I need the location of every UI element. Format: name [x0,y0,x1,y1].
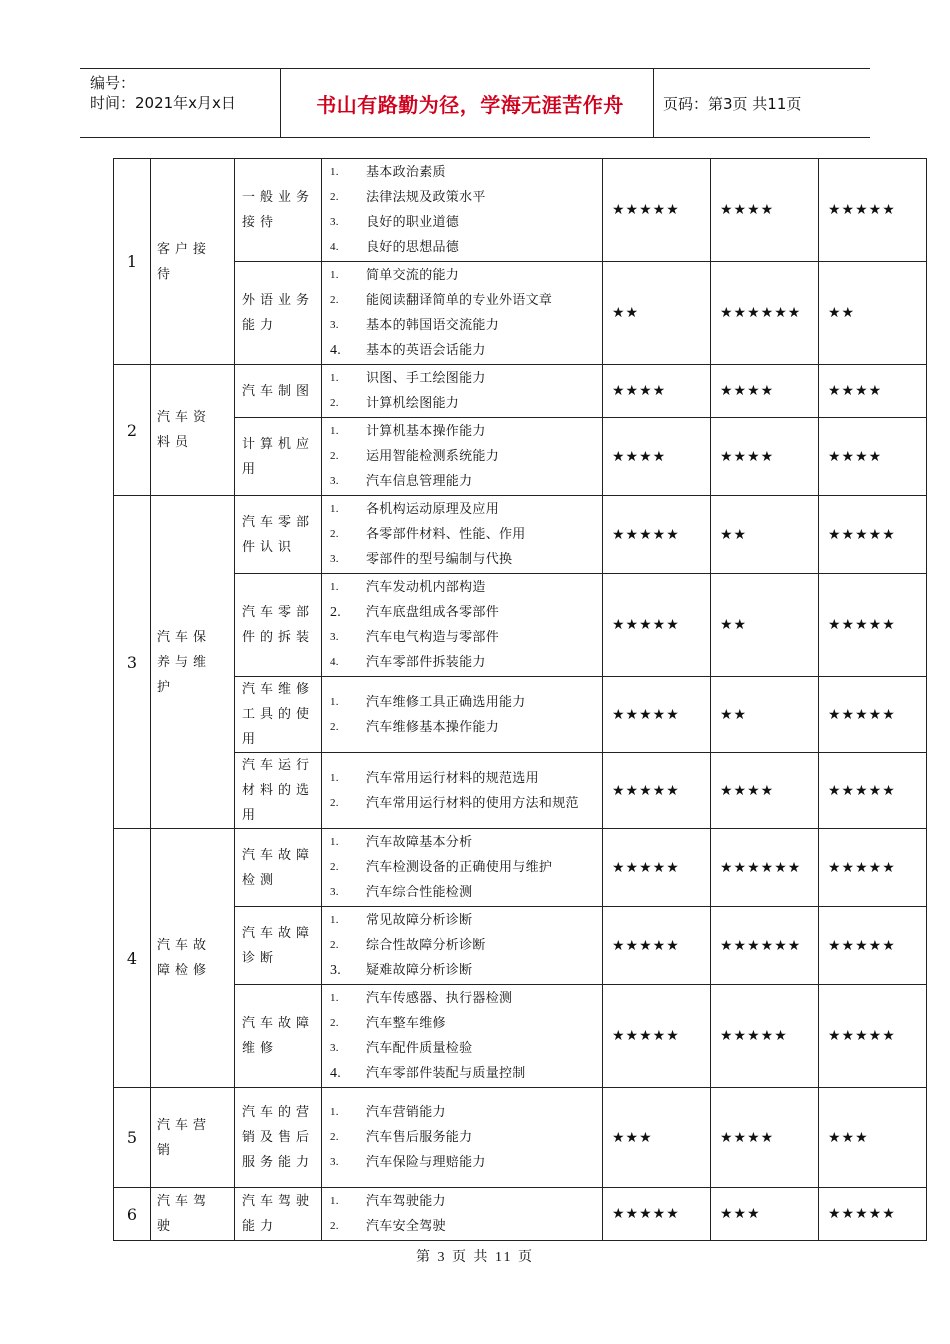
item-text: 汽车配件质量检验 [366,1041,473,1056]
star-rating: ★★★★★ [603,1188,711,1241]
item-number: 2. [330,191,339,203]
item-number: 2. [330,294,339,306]
table-row [114,262,927,365]
star-rating: ★★★★★ [603,159,711,262]
item-number: 2. [330,450,339,462]
star-rating: ★★★★ [711,365,819,418]
table-row [114,753,927,829]
list-item [328,547,596,572]
star-rating: ★★★★★ [603,829,711,907]
star-rating: ★★★★ [711,159,819,262]
table-row [114,829,927,907]
list-item [328,522,596,547]
row-number: 6 [114,1188,151,1241]
item-number: 3. [330,216,339,228]
list-item [328,1061,596,1086]
item-text: 汽车底盘组成各零部件 [366,605,500,620]
star-rating: ★★★★★ [819,496,927,574]
row-number: 5 [114,1088,151,1188]
item-number: 3. [330,886,339,898]
header-divider [280,69,281,137]
item-text: 运用智能检测系统能力 [366,449,500,464]
row-number: 3 [114,496,151,829]
skill-module: 汽车运行材料的选用 [235,753,322,829]
item-number: 3. [330,1156,339,1168]
item-number: 4. [330,241,339,253]
header-motto: 书山有路勤为径，学海无涯苦作舟 [316,92,624,117]
list-item [328,933,596,958]
job-area: 汽车保养与维护 [151,496,235,829]
skill-module: 汽车故障检测 [235,829,322,907]
item-number: 3. [330,1042,339,1054]
list-item [328,600,596,625]
list-item [328,1011,596,1036]
star-rating: ★★★★ [711,1088,819,1188]
item-number: 4. [330,343,342,358]
list-item [328,830,596,855]
item-text: 汽车检测设备的正确使用与维护 [366,860,553,875]
skill-module: 外语业务能力 [235,262,322,365]
job-area: 汽车营销 [151,1088,235,1188]
star-rating: ★★★★★ [711,985,819,1088]
item-number: 3. [330,475,339,487]
list-item [328,235,596,260]
skill-items [322,677,603,753]
star-rating: ★★★★★ [603,574,711,677]
item-text: 基本的韩国语交流能力 [366,318,500,333]
skill-module: 汽车故障诊断 [235,907,322,985]
table-row [114,496,927,574]
list-item [328,958,596,983]
list-item [328,391,596,416]
item-text: 各机构运动原理及应用 [366,502,500,517]
list-item [328,469,596,494]
row-number: 2 [114,365,151,496]
star-rating: ★★★★ [819,365,927,418]
item-text: 汽车信息管理能力 [366,474,473,489]
star-rating: ★★ [711,496,819,574]
list-item [328,160,596,185]
table-row [114,907,927,985]
item-number: 3. [330,553,339,565]
list-item [328,185,596,210]
item-number: 1. [330,695,339,708]
item-number: 1. [330,992,339,1004]
item-text: 汽车保险与理赔能力 [366,1155,486,1170]
document-code-label: 编号： [90,74,136,92]
item-number: 1. [330,372,339,384]
list-item [328,1100,596,1125]
item-number: 4. [330,1066,342,1081]
skill-items [322,418,603,496]
item-text: 汽车传感器、执行器检测 [366,991,513,1006]
job-area: 汽车资料员 [151,365,235,496]
skill-module: 汽车制图 [235,365,322,418]
skill-items [322,262,603,365]
item-text: 汽车营销能力 [366,1105,446,1120]
list-item [328,575,596,600]
star-rating: ★★★★★ [819,1188,927,1241]
row-number: 4 [114,829,151,1088]
star-rating: ★★★★ [711,418,819,496]
star-rating: ★★★★ [603,365,711,418]
item-number: 2. [330,605,342,620]
item-number: 2. [330,939,339,951]
item-number: 1. [330,269,339,281]
item-number: 1. [330,1195,339,1207]
item-number: 2. [330,1220,339,1232]
star-rating: ★★ [603,262,711,365]
star-rating: ★★★★★ [603,985,711,1088]
skill-items [322,985,603,1088]
list-item [328,1189,596,1214]
item-text: 综合性故障分析诊断 [366,938,486,953]
item-text: 零部件的型号编制与代换 [366,552,513,567]
list-item [328,1150,596,1175]
item-number: 3. [330,319,339,331]
star-rating: ★★★ [711,1188,819,1241]
row-number: 1 [114,159,151,365]
table-row [114,574,927,677]
item-text: 汽车电气构造与零部件 [366,630,500,645]
star-rating: ★★ [711,574,819,677]
item-text: 汽车维修工具正确选用能力 [366,694,526,710]
job-area: 客户接待 [151,159,235,365]
skill-items [322,753,603,829]
item-number: 1. [330,166,339,178]
list-item [328,908,596,933]
item-text: 基本政治素质 [366,165,446,180]
skill-module: 汽车零部件认识 [235,496,322,574]
item-number: 3. [330,963,342,978]
item-text: 汽车零部件拆装能力 [366,655,486,670]
item-text: 汽车整车维修 [366,1016,446,1031]
skill-items [322,574,603,677]
star-rating: ★★★★★ [819,574,927,677]
list-item [328,338,596,363]
list-item [328,313,596,338]
skill-module: 汽车零部件的拆装 [235,574,322,677]
table-row [114,1188,927,1241]
item-number: 1. [330,1106,339,1118]
item-number: 2. [330,1017,339,1029]
item-text: 良好的职业道德 [366,215,460,230]
item-text: 汽车综合性能检测 [366,885,473,900]
item-number: 2. [330,528,339,540]
list-item [328,625,596,650]
table-row [114,365,927,418]
item-number: 1. [330,503,339,515]
star-rating: ★★★★★ [819,985,927,1088]
skill-module: 计算机应用 [235,418,322,496]
document-time-label: 时间：2021年x月x日 [90,94,236,112]
skill-items [322,1188,603,1241]
job-area: 汽车驾驶 [151,1188,235,1241]
item-text: 能阅读翻译简单的专业外语文章 [366,293,553,308]
item-text: 良好的思想品德 [366,240,460,255]
item-text: 识图、手工绘图能力 [366,371,486,386]
item-text: 汽车维修基本操作能力 [366,719,500,735]
star-rating: ★★ [711,677,819,753]
star-rating: ★★★★★ [603,677,711,753]
table-row [114,159,927,262]
item-text: 汽车安全驾驶 [366,1219,446,1234]
list-item [328,366,596,391]
item-text: 疑难故障分析诊断 [366,963,473,978]
header-meta [90,73,236,113]
skill-module: 汽车维修工具的使用 [235,677,322,753]
table-row [114,677,927,753]
list-item [328,1125,596,1150]
star-rating: ★★★★ [711,753,819,829]
list-item [328,791,596,816]
item-text: 汽车常用运行材料的规范选用 [366,770,539,786]
list-item [328,1036,596,1061]
table-row [114,1088,927,1188]
item-text: 基本的英语会话能力 [366,343,486,358]
item-number: 3. [330,631,339,643]
skill-rating-table [113,158,927,1241]
star-rating: ★★★★★ [603,496,711,574]
star-rating: ★★★★★★ [711,262,819,365]
list-item [328,497,596,522]
item-text: 计算机基本操作能力 [366,424,486,439]
list-item [328,288,596,313]
table-row [114,418,927,496]
list-item [328,880,596,905]
item-number: 1. [330,914,339,926]
list-item [328,986,596,1011]
skill-items [322,829,603,907]
skill-items [322,496,603,574]
star-rating: ★★★★★ [819,159,927,262]
item-text: 汽车售后服务能力 [366,1130,473,1145]
item-text: 汽车发动机内部构造 [366,580,486,595]
list-item [328,419,596,444]
table-row [114,985,927,1088]
star-rating: ★★★ [603,1088,711,1188]
list-item [328,690,596,715]
skill-items [322,907,603,985]
skill-items [322,1088,603,1188]
page-number-label: 页码：第3页 共11页 [663,94,802,113]
star-rating: ★★★★★ [819,907,927,985]
item-number: 2. [330,861,339,873]
job-area: 汽车故障检修 [151,829,235,1088]
page-header [80,68,870,138]
item-number: 1. [330,836,339,848]
star-rating: ★★★★★★ [711,829,819,907]
list-item [328,1214,596,1239]
star-rating: ★★★ [819,1088,927,1188]
item-number: 2. [330,397,339,409]
list-item [328,855,596,880]
list-item [328,650,596,675]
list-item [328,766,596,791]
list-item [328,444,596,469]
item-number: 2. [330,1131,339,1143]
item-text: 汽车常用运行材料的使用方法和规范 [366,795,579,811]
star-rating: ★★★★★ [819,829,927,907]
item-number: 1. [330,425,339,437]
skill-module: 一般业务接待 [235,159,322,262]
star-rating: ★★★★★★ [711,907,819,985]
item-text: 汽车故障基本分析 [366,835,473,850]
item-text: 计算机绘图能力 [366,396,460,411]
star-rating: ★★★★★ [819,753,927,829]
item-text: 法律法规及政策水平 [366,190,486,205]
page-footer: 第 3 页 共 11 页 [416,1250,534,1265]
skill-module: 汽车驾驶能力 [235,1188,322,1241]
item-text: 汽车驾驶能力 [366,1194,446,1209]
item-number: 1. [330,771,339,784]
skill-module: 汽车故障维修 [235,985,322,1088]
star-rating: ★★★★★ [603,753,711,829]
item-number: 4. [330,656,339,668]
item-number: 2. [330,720,339,733]
list-item [328,210,596,235]
star-rating: ★★★★ [819,418,927,496]
item-text: 汽车零部件装配与质量控制 [366,1066,526,1081]
star-rating: ★★★★★ [819,677,927,753]
item-text: 各零部件材料、性能、作用 [366,527,526,542]
item-text: 常见故障分析诊断 [366,913,473,928]
star-rating: ★★★★★ [603,907,711,985]
skill-items [322,159,603,262]
skill-table-body [114,159,927,1241]
list-item [328,263,596,288]
item-number: 2. [330,796,339,809]
item-number: 1. [330,581,339,593]
item-text: 简单交流的能力 [366,268,460,283]
skill-module: 汽车的营销及售后服务能力 [235,1088,322,1188]
list-item [328,715,596,740]
star-rating: ★★★★ [603,418,711,496]
star-rating: ★★ [819,262,927,365]
skill-items [322,365,603,418]
